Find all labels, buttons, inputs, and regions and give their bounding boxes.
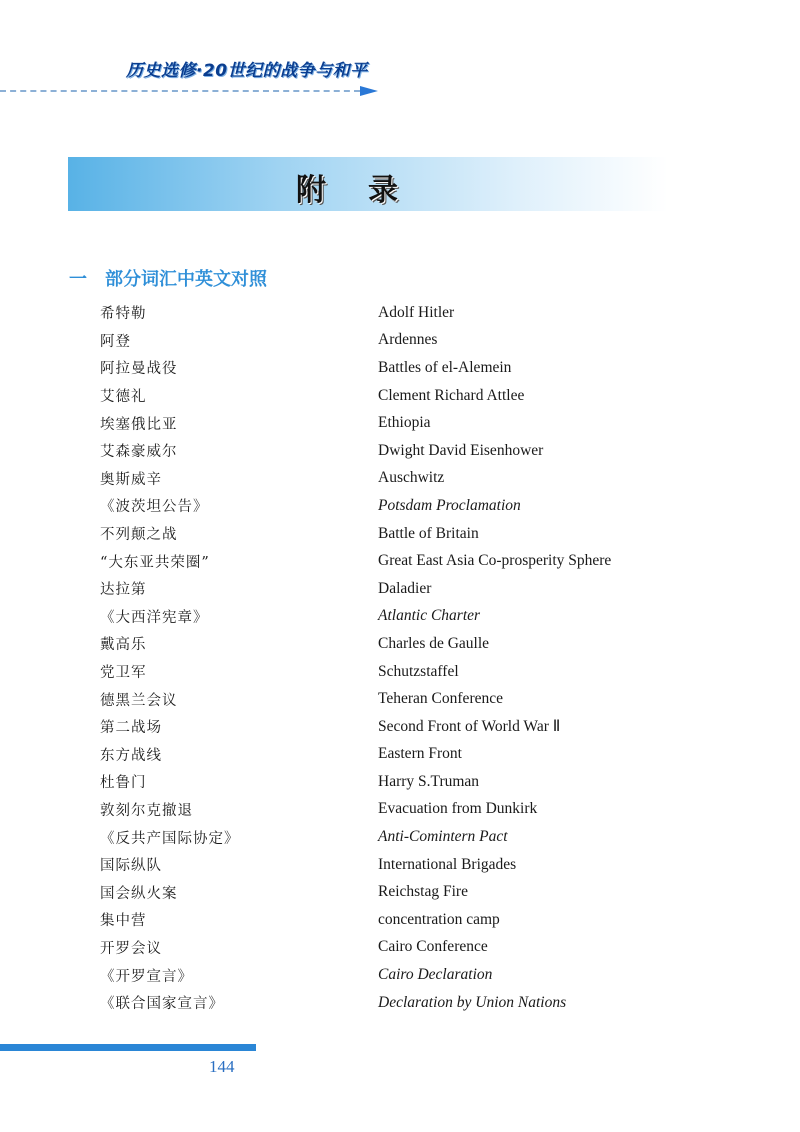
glossary-row (100, 713, 720, 741)
running-header-title: 历史选修·20世纪的战争与和平 (126, 61, 368, 81)
glossary-term-zh: 《大西洋宪章》 (100, 609, 209, 626)
glossary-term-en: Ardennes (378, 331, 438, 349)
glossary-row (100, 547, 720, 575)
glossary-term-zh: 阿登 (100, 333, 131, 350)
glossary-term-zh: 《联合国家宣言》 (100, 996, 224, 1013)
glossary-term-en: Anti-Comintern Pact (378, 828, 508, 846)
glossary-term-en: Battles of el-Alemein (378, 358, 512, 376)
glossary-row (100, 934, 720, 962)
glossary-term-en: Potsdam Proclamation (378, 496, 521, 514)
glossary-term-en: Battle of Britain (378, 524, 479, 542)
glossary-row (100, 851, 720, 879)
glossary-term-en: Eastern Front (378, 745, 462, 763)
glossary-row (100, 989, 720, 1017)
glossary-row (100, 603, 720, 631)
glossary-term-zh: 国会纵火案 (100, 885, 178, 902)
glossary-term-zh: 德黑兰会议 (100, 692, 178, 709)
glossary-row (100, 299, 720, 327)
glossary-term-en: Reichstag Fire (378, 883, 468, 901)
glossary-term-en: concentration camp (378, 910, 500, 928)
glossary-term-en: Cairo Conference (378, 938, 488, 956)
glossary-row (100, 961, 720, 989)
glossary-term-zh: 党卫军 (100, 665, 147, 682)
glossary-term-zh: 希特勒 (100, 306, 147, 323)
glossary-row (100, 685, 720, 713)
section-title: 部分词汇中英文对照 (105, 269, 267, 290)
glossary-term-zh: 艾德礼 (100, 389, 147, 406)
glossary-term-zh: 第二战场 (100, 720, 162, 737)
glossary-term-zh: “大东亚共荣圈” (100, 554, 210, 571)
glossary-term-zh: 达拉第 (100, 582, 147, 599)
glossary-row (100, 906, 720, 934)
glossary-term-zh: 《反共产国际协定》 (100, 830, 240, 847)
glossary-term-en: Clement Richard Attlee (378, 386, 525, 404)
glossary-term-en: Daladier (378, 579, 432, 597)
glossary-term-en: Declaration by Union Nations (378, 993, 567, 1011)
glossary-term-en: Harry S.Truman (378, 772, 480, 790)
footer-bar (0, 1044, 256, 1051)
glossary-row (100, 354, 720, 382)
glossary-row (100, 575, 720, 603)
glossary-row (100, 658, 720, 686)
glossary-term-en: Dwight David Eisenhower (378, 441, 544, 459)
glossary-term-zh: 戴高乐 (100, 637, 147, 654)
glossary-term-en: Evacuation from Dunkirk (378, 800, 538, 818)
glossary-term-zh: 国际纵队 (100, 858, 162, 875)
header-dashed-rule (0, 90, 360, 92)
glossary-row (100, 409, 720, 437)
glossary-row (100, 382, 720, 410)
glossary-term-en: Teheran Conference (378, 690, 503, 708)
glossary-term-en: Adolf Hitler (378, 303, 455, 321)
appendix-title: 附录 (296, 173, 440, 208)
glossary-term-zh: 不列颠之战 (100, 527, 178, 544)
glossary-term-zh: 杜鲁门 (100, 775, 147, 792)
glossary-row (100, 796, 720, 824)
glossary-row (100, 437, 720, 465)
glossary-term-en: Ethiopia (378, 414, 431, 432)
glossary-row (100, 741, 720, 769)
glossary-term-en: Charles de Gaulle (378, 634, 490, 652)
glossary-term-en: Great East Asia Co-prosperity Sphere (378, 552, 612, 570)
glossary-row (100, 520, 720, 548)
glossary-term-zh: 埃塞俄比亚 (100, 416, 178, 433)
header-arrow-icon (360, 86, 378, 96)
glossary-term-zh: 阿拉曼战役 (100, 361, 178, 378)
glossary-row (100, 768, 720, 796)
glossary-term-zh: 艾森豪威尔 (100, 444, 178, 461)
glossary-row (100, 327, 720, 355)
glossary-list (100, 299, 720, 1016)
glossary-term-en: Second Front of World War Ⅱ (378, 718, 561, 736)
glossary-term-zh: 《波茨坦公告》 (100, 499, 209, 516)
glossary-row (100, 492, 720, 520)
glossary-term-zh: 集中营 (100, 913, 147, 930)
glossary-term-zh: 开罗会议 (100, 940, 162, 957)
glossary-term-zh: 奥斯威辛 (100, 471, 162, 488)
glossary-term-en: Schutzstaffel (378, 662, 459, 680)
glossary-term-zh: 东方战线 (100, 747, 162, 764)
glossary-term-en: Auschwitz (378, 469, 445, 487)
glossary-row (100, 823, 720, 851)
glossary-row (100, 465, 720, 493)
section-number: 一 (69, 269, 87, 290)
section-heading (69, 265, 267, 291)
glossary-term-zh: 敦刻尔克撤退 (100, 802, 193, 819)
glossary-row (100, 878, 720, 906)
appendix-banner (68, 157, 668, 211)
glossary-term-zh: 《开罗宣言》 (100, 968, 193, 985)
glossary-term-en: Atlantic Charter (378, 607, 481, 625)
glossary-row (100, 630, 720, 658)
glossary-term-en: Cairo Declaration (378, 966, 493, 984)
glossary-term-en: International Brigades (378, 855, 517, 873)
page-number: 144 (209, 1057, 235, 1076)
